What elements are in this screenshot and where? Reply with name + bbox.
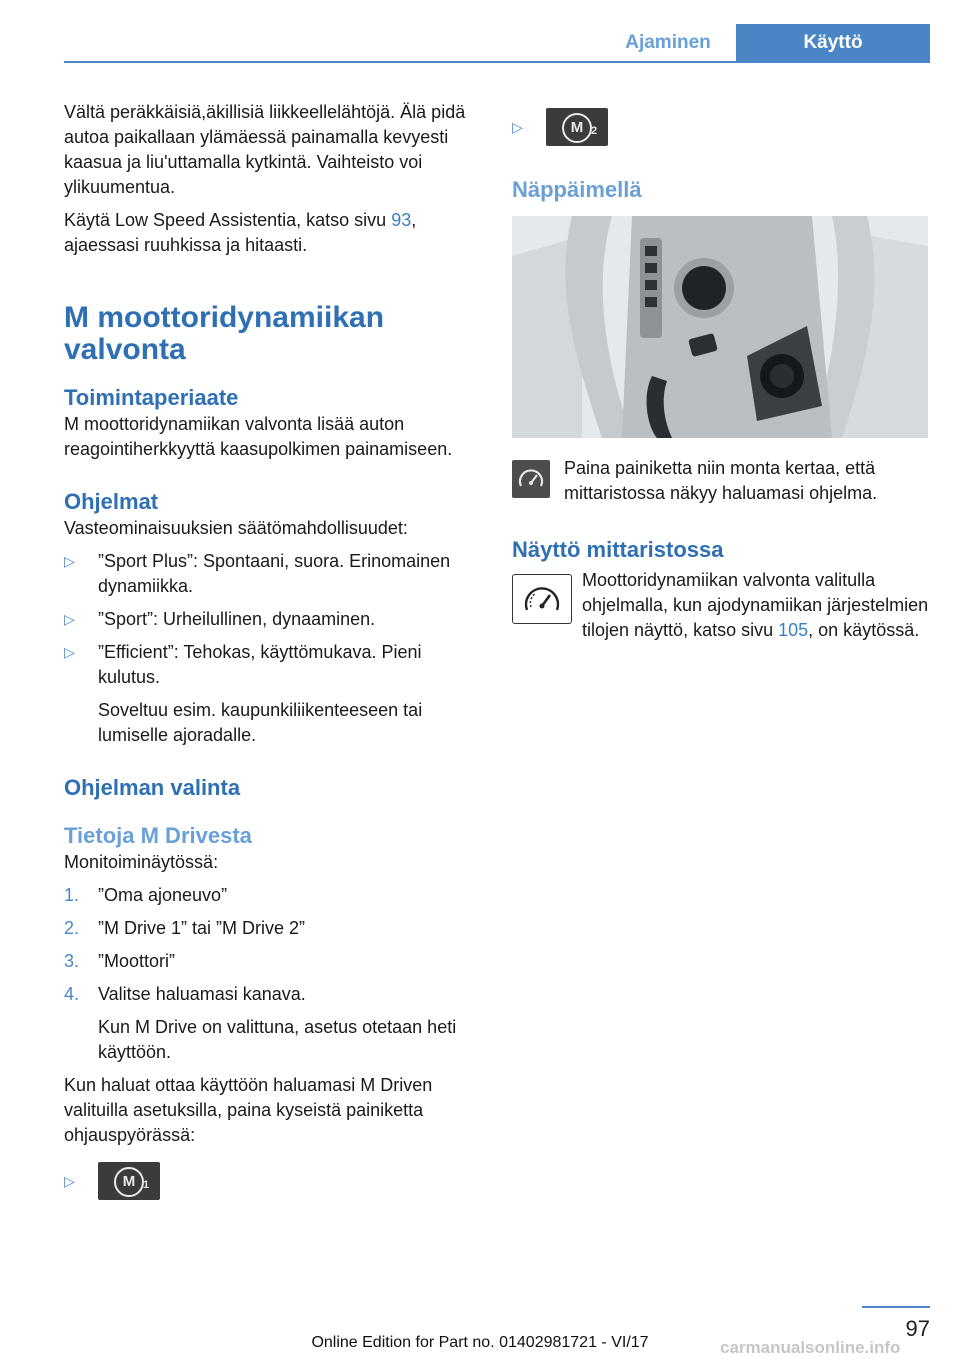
intro-paragraph: Vältä peräkkäisiä,äkillisiä liikkeellelähtöjä. Älä pidä autoa paikallaan ylämäessä painamalla kevyesti kaasua ja liu'uttamalla kytkintä. Vaihteisto voi ylikuumentua. bbox=[64, 102, 466, 197]
right-column bbox=[512, 100, 930, 643]
list-item: ▷ ”Efficient”: Tehokas, käyttömukava. Pieni kulutus. Soveltuu esim. kaupunkiliikenteeseen tai lumiselle ajoradalle. bbox=[64, 640, 476, 748]
programs-list bbox=[64, 549, 476, 748]
header-section: Ajaminen bbox=[625, 32, 711, 53]
efficient-note: Soveltuu esim. kaupunkiliikenteeseen tai lumiselle ajoradalle. bbox=[98, 700, 423, 745]
list-item: ▷ ”Sport”: Urheilullinen, dynaaminen. bbox=[64, 607, 476, 632]
m1-button-icon: M 1 bbox=[98, 1162, 160, 1200]
triangle-bullet-icon: ▷ bbox=[64, 553, 75, 569]
page-number: 97 bbox=[905, 1316, 930, 1341]
keypad-instruction bbox=[512, 456, 930, 506]
heading-mdrive: Tietoja M Drivesta bbox=[64, 823, 252, 848]
triangle-bullet-icon: ▷ bbox=[512, 118, 523, 135]
header-chapter: Käyttö bbox=[736, 24, 930, 62]
section-title: M moottoridynamiikan valvonta bbox=[64, 301, 385, 366]
edition-footer: Online Edition for Part no. 01402981721 - VI/17 bbox=[311, 1334, 649, 1351]
list-item: 2. ”M Drive 1” tai ”M Drive 2” bbox=[64, 918, 306, 938]
press-text: Paina painiketta niin monta kertaa, että mittaristossa näkyy haluamasi ohjelma. bbox=[564, 458, 878, 503]
footer-rule bbox=[862, 1306, 930, 1308]
low-speed-paragraph: Käytä Low Speed Assistentia, katso sivu 93, ajaessasi ruuhkissa ja hitaasti. bbox=[64, 210, 417, 255]
apply-text: Kun haluat ottaa käyttöön haluamasi M Driven valituilla asetuksilla, paina kyseistä painiketta ohjauspyörässä: bbox=[64, 1075, 433, 1145]
page-link-93[interactable]: 93 bbox=[391, 210, 412, 230]
principle-text: M moottoridynamiikan valvonta lisää auton reagointiherkkyyttä kaasupolkimen painamiseen. bbox=[64, 414, 453, 459]
list-item: ▷ ”Sport Plus”: Spontaani, suora. Erinomainen dynamiikka. bbox=[64, 551, 451, 596]
heading-keypad: Näppäimellä bbox=[512, 177, 642, 202]
list-item: 1. ”Oma ajoneuvo” bbox=[64, 885, 228, 905]
center-console-illustration bbox=[512, 216, 928, 438]
step4-note: Kun M Drive on valittuna, asetus otetaan heti käyttöön. bbox=[98, 1017, 457, 1062]
display-paragraph: Moottoridynamiikan valvonta valitulla ohjelmalla, kun ajodynamiikan järjestelmien tilojen näyttö, katso sivu 105, on käytössä. bbox=[512, 568, 930, 643]
steps-list bbox=[64, 883, 476, 1065]
triangle-bullet-icon: ▷ bbox=[64, 1172, 75, 1189]
programs-intro: Vasteominaisuuksien säätömahdollisuudet: bbox=[64, 518, 408, 538]
mdrive-intro: Monitoiminäytössä: bbox=[64, 852, 219, 872]
list-item: 3. ”Moottori” bbox=[64, 951, 176, 971]
list-item: 4. Valitse haluamasi kanava. Kun M Drive on valittuna, asetus otetaan heti käyttöön. bbox=[64, 982, 476, 1065]
m2-button-icon: M 2 bbox=[546, 108, 608, 146]
center-console-photo bbox=[512, 216, 928, 438]
triangle-bullet-icon: ▷ bbox=[64, 611, 75, 627]
gauge-icon bbox=[512, 460, 550, 498]
left-column bbox=[64, 100, 476, 1200]
header-rule bbox=[64, 61, 930, 63]
speedometer-icon bbox=[512, 574, 572, 624]
watermark: carmanualsonline.info bbox=[720, 1338, 901, 1357]
m2-row bbox=[512, 108, 930, 146]
triangle-bullet-icon: ▷ bbox=[64, 644, 75, 660]
heading-select: Ohjelman valinta bbox=[64, 775, 241, 800]
page-link-105[interactable]: 105 bbox=[778, 620, 809, 640]
m1-row bbox=[64, 1162, 476, 1200]
heading-principle: Toimintaperiaate bbox=[64, 385, 239, 410]
heading-display: Näyttö mittaristossa bbox=[512, 537, 724, 562]
heading-programs: Ohjelmat bbox=[64, 489, 159, 514]
